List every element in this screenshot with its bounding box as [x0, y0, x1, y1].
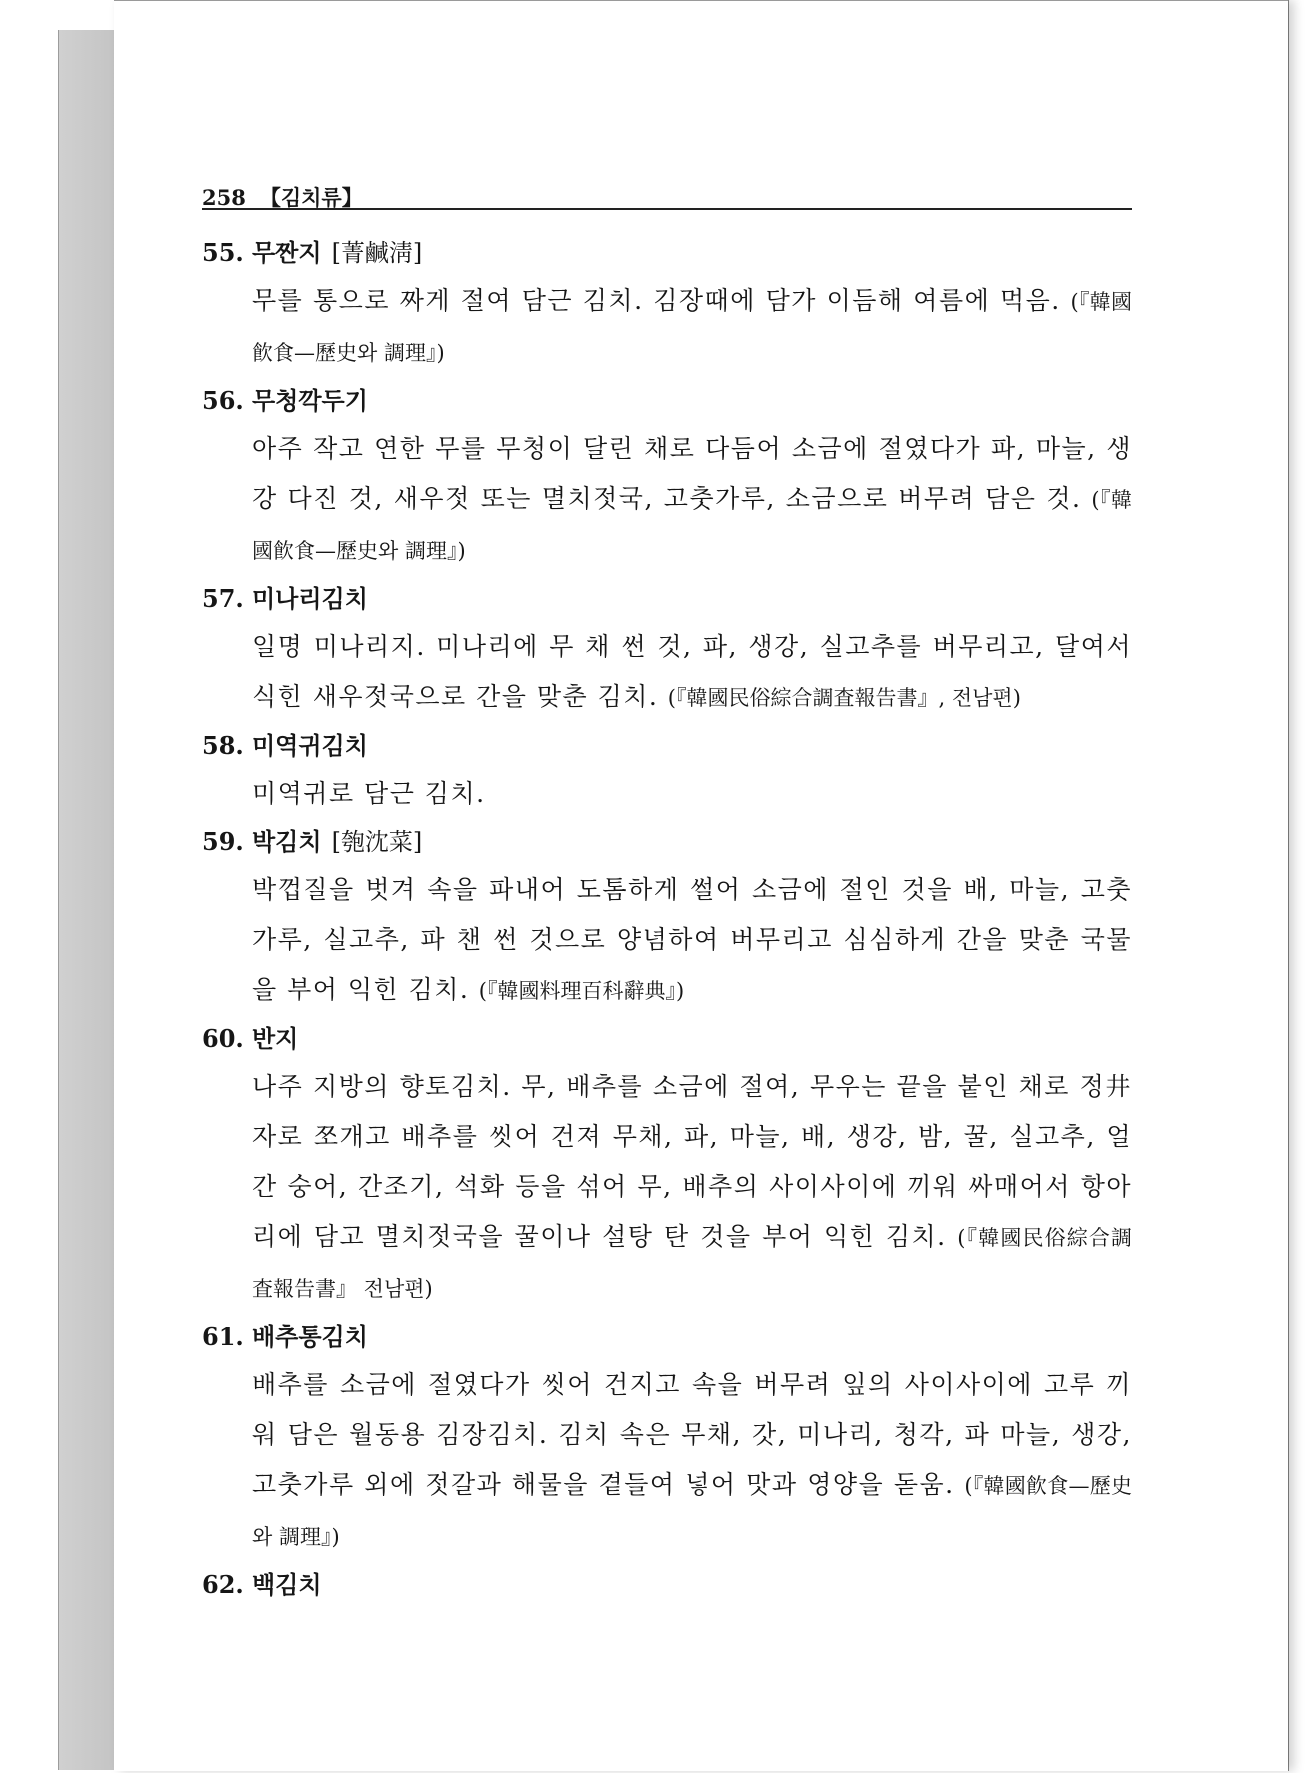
entry-title: 미역귀김치	[252, 731, 368, 760]
entry-title: 미나리김치	[252, 584, 368, 613]
entry-title: 무청깍두기	[252, 386, 368, 415]
entry-heading	[202, 1562, 1132, 1608]
entry-text: 나주 지방의 향토김치. 무, 배추를 소금에 절여, 무우는 끝을 붙인 채로 정井자로 쪼개고 배추를 씻어 건져 무채, 파, 마늘, 배, 생강, 밤, 꿀, 실고추, 얼간 숭어, 간조기, 석화 등을 섞어 무, 배추의 사이사이에 끼워 싸매어서 항아리에 담고 멸치젓국을 꿀이나 설탕 탄 것을 부어 익힌 김치.	[252, 1072, 1132, 1251]
entry-list	[202, 230, 1132, 1608]
entry-text: 일명 미나리지. 미나리에 무 채 썬 것, 파, 생강, 실고추를 버무리고, 달여서 식힌 새우젓국으로 간을 맞춘 김치.	[252, 632, 1132, 711]
entry-heading	[202, 378, 1132, 424]
entry-source: (『韓國飮食—歷史와 調理』)	[252, 488, 1132, 563]
page-number: 258	[202, 185, 246, 210]
entry-title: 반지	[252, 1024, 299, 1053]
entry-title: 박김치	[252, 827, 322, 856]
entry-title: 배추통김치	[252, 1322, 368, 1351]
entry-heading	[202, 819, 1132, 865]
entry-body	[252, 622, 1132, 723]
entry-62	[202, 1562, 1132, 1608]
entry-source: (『韓國民俗綜合調査報告書』 전남편)	[252, 1226, 1133, 1301]
book-spine-edge	[58, 30, 117, 1770]
entry-source: (『韓國料理百科辭典』)	[478, 979, 685, 1003]
entry-body	[252, 1360, 1132, 1562]
entry-number: 56.	[202, 386, 244, 415]
entry-title: 무짠지	[252, 238, 322, 267]
entry-text: 아주 작고 연한 무를 무청이 달린 채로 다듬어 소금에 절였다가 파, 마늘, 생강 다진 것, 새우젓 또는 멸치젓국, 고춧가루, 소금으로 버무려 담은 것.	[252, 434, 1132, 513]
entry-number: 55.	[202, 238, 244, 267]
entry-59	[202, 819, 1132, 1016]
entry-title: 백김치	[252, 1570, 322, 1599]
entry-hanja: [菁鹹淸]	[331, 239, 423, 267]
entry-57	[202, 576, 1132, 723]
entry-body	[252, 424, 1132, 576]
entry-55	[202, 230, 1132, 378]
entry-source: (『韓國民俗綜合調査報告書』, 전남편)	[667, 686, 1021, 710]
entry-number: 60.	[202, 1024, 244, 1053]
entry-text: 박껍질을 벗겨 속을 파내어 도톰하게 썰어 소금에 절인 것을 배, 마늘, 고춧가루, 실고추, 파 챈 썬 것으로 양념하여 버무리고 심심하게 간을 맞춘 국물을 부어 익힌 김치.	[252, 875, 1132, 1004]
entry-number: 57.	[202, 584, 244, 613]
entry-text: 미역귀로 담근 김치.	[252, 779, 486, 808]
entry-body	[252, 769, 1132, 819]
section-title: 【김치류】	[259, 185, 363, 210]
entry-number: 62.	[202, 1570, 244, 1599]
entry-body	[252, 276, 1132, 378]
entry-number: 59.	[202, 827, 244, 856]
entry-heading	[202, 230, 1132, 276]
entry-heading	[202, 1314, 1132, 1360]
entry-heading	[202, 1016, 1132, 1062]
entry-58	[202, 723, 1132, 819]
entry-text: 배추를 소금에 절였다가 씻어 건지고 속을 버무려 잎의 사이사이에 고루 끼워 담은 월동용 김장김치. 김치 속은 무채, 갓, 미나리, 청각, 파 마늘, 생강, 고춧가루 외에 젓갈과 해물을 곁들여 넣어 맛과 영양을 돋움.	[252, 1370, 1132, 1499]
entry-heading	[202, 576, 1132, 622]
entry-number: 61.	[202, 1322, 244, 1351]
entry-61	[202, 1314, 1132, 1562]
header-rule	[202, 208, 1132, 210]
entry-60	[202, 1016, 1132, 1314]
entry-body	[252, 865, 1132, 1016]
entry-heading	[202, 723, 1132, 769]
entry-hanja: [匏沈菜]	[331, 828, 423, 856]
entry-source: (『韓國飮食—歷史와 調理』)	[252, 1474, 1132, 1549]
entry-body	[252, 1062, 1132, 1314]
entry-56	[202, 378, 1132, 576]
entry-text: 무를 통으로 짜게 절여 담근 김치. 김장때에 담가 이듬해 여름에 먹음.	[252, 286, 1061, 315]
entry-number: 58.	[202, 731, 244, 760]
entry-source: (『韓國飮食—歷史와 調理』)	[252, 290, 1132, 365]
